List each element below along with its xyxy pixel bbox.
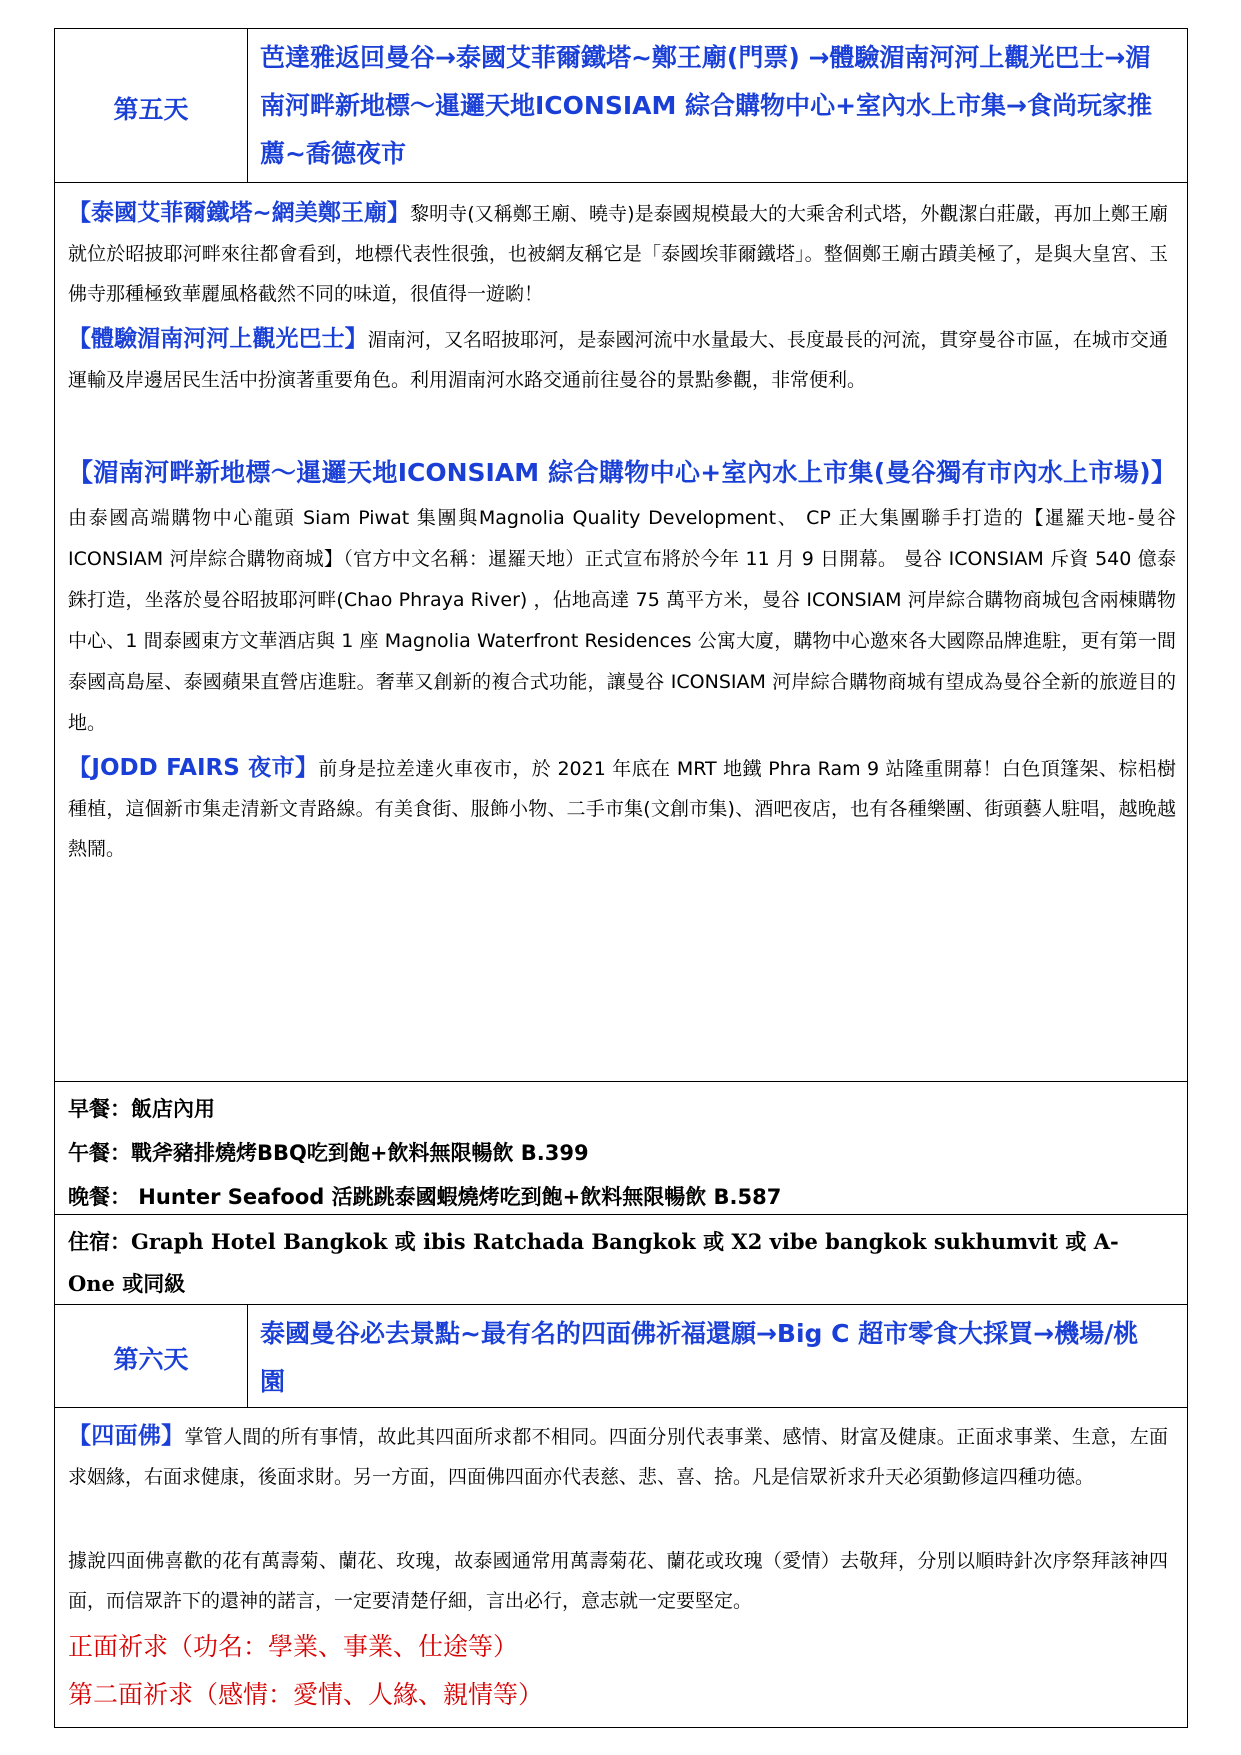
day5-title: 芭達雅返回曼谷→泰國艾菲爾鐵塔~鄭王廟(門票) →體驗湄南河河上觀光巴士→湄南河畔新地標～暹邏天地ICONSIAM 綜合購物中心+室內水上市集→食尚玩家推薦~喬德夜市: [260, 43, 1152, 168]
day6-extra-text: 據說四面佛喜歡的花有萬壽菊、蘭花、玫瑰，故泰國通常用萬壽菊花、蘭花或玫瑰（愛情）去敬拜，分別以順時針次序祭拜該神四面，而信眾許下的還神的諾言，一定要清楚仔細，言出必行，意志就一定要堅定。: [68, 1550, 1168, 1612]
section-heading: 【體驗湄南河河上觀光巴士】: [68, 326, 368, 352]
day6-label: 第六天: [113, 1345, 189, 1374]
section-text: 掌管人間的所有事情，故此其四面所求都不相同。四面分別代表事業、感情、財富及健康。正面求事業、生意，左面求姻緣，右面求健康，後面求財。另一方面，四面佛四面亦代表慈、悲、喜、捨。凡是信眾祈求升天必須勤修這四種功德。: [68, 1426, 1168, 1488]
day5-header-bottom-line: [54, 182, 1188, 183]
day5-header-divider: [247, 28, 248, 182]
meal-breakfast: 早餐：飯店內用: [68, 1097, 215, 1121]
day6-header-divider: [247, 1304, 248, 1407]
stay-top-line: [54, 1214, 1188, 1215]
section-text: 黎明寺(又稱鄭王廟、曉寺)是泰國規模最大的大乘舍利式塔，外觀潔白莊嚴，再加上鄭王廟就位於昭披耶河畔來往都會看到，地標代表性很強，也被網友稱它是「泰國埃菲爾鐵塔」。整個鄭王廟古蹟美極了，是與大皇宮、玉佛寺那種極致華麗風格截然不同的味道，很值得一遊喲！: [68, 203, 1168, 305]
section-heading: 【JODD FAIRS 夜市】: [68, 755, 319, 781]
day6-title: 泰國曼谷必去景點~最有名的四面佛祈福還願→Big C 超市零食大採買→機場/桃園: [260, 1319, 1139, 1396]
section-text: 前身是拉差達火車夜市，於 2021 年底在 MRT 地鐵 Phra Ram 9 站隆重開幕！白色頂篷架、棕梠樹種植，這個新市集走清新文青路線。有美食街、服飾小物、二手市集(文創市集)、酒吧夜店，也有各種樂團、街頭藝人駐唱，越晚越熱鬧。: [68, 758, 1177, 860]
day5-section-wat-arun: [68, 193, 1168, 314]
day6-header-top-line: [54, 1304, 1188, 1305]
day6-header-bottom-line: [54, 1407, 1188, 1408]
day5-section-river-bus: [68, 319, 1168, 400]
day6-section-four-faced-buddha: [68, 1416, 1168, 1497]
section-heading: 【湄南河畔新地標～暹邏天地ICONSIAM 綜合購物中心+室內水上市集(曼谷獨有市內水上市場)】: [68, 458, 1176, 487]
meal-lunch: 午餐：戰斧豬排燒烤BBQ吃到飽+飲料無限暢飲 B.399: [68, 1141, 589, 1165]
meals-top-line: [54, 1081, 1188, 1082]
meal-dinner: 晚餐： Hunter Seafood 活跳跳泰國蝦燒烤吃到飽+飲料無限暢飲 B.587: [68, 1185, 782, 1209]
section-text: 由泰國高端購物中心龍頭 Siam Piwat 集團與Magnolia Quality Development、 CP 正大集團聯手打造的【暹羅天地-曼谷 ICONSIAM 河岸綜合購物商城】（官方中文名稱：暹羅天地）正式宣布將於今年 11 月 9 日開幕。 曼谷 ICONSIAM 斥資 540 億泰銖打造，坐落於曼谷昭披耶河畔(Chao Phraya River) ，佔地高達 75 萬平方米，曼谷 ICONSIAM 河岸綜合購物商城包含兩棟購物中心、1 間泰國東方文華酒店與 1 座 Magnolia Waterfront Residences 公寓大廈，購物中心邀來各大國際品牌進駐，更有第一間泰國高島屋、泰國蘋果直營店進駐。奢華又創新的複合式功能，讓曼谷 ICONSIAM 河岸綜合購物商城有望成為曼谷全新的旅遊目的地。: [68, 507, 1176, 734]
prayer-second: 第二面祈求（感情：愛情、人緣、親情等）: [68, 1680, 544, 1709]
accommodation: 住宿：Graph Hotel Bangkok 或 ibis Ratchada Bangkok 或 X2 vibe bangkok sukhumvit 或 A-One 或同級: [68, 1229, 1119, 1296]
day5-section-iconsiam: [68, 448, 1176, 744]
day5-section-jodd-fairs: [68, 748, 1176, 869]
day5-label: 第五天: [113, 95, 189, 124]
section-heading: 【四面佛】: [68, 1423, 185, 1449]
prayer-front: 正面祈求（功名：學業、事業、仕途等）: [68, 1632, 519, 1661]
section-heading: 【泰國艾菲爾鐵塔~網美鄭王廟】: [68, 200, 411, 226]
section-text: 湄南河，又名昭披耶河，是泰國河流中水量最大、長度最長的河流，貫穿曼谷市區，在城市交通運輸及岸邊居民生活中扮演著重要角色。利用湄南河水路交通前往曼谷的景點參觀，非常便利。: [68, 329, 1168, 391]
